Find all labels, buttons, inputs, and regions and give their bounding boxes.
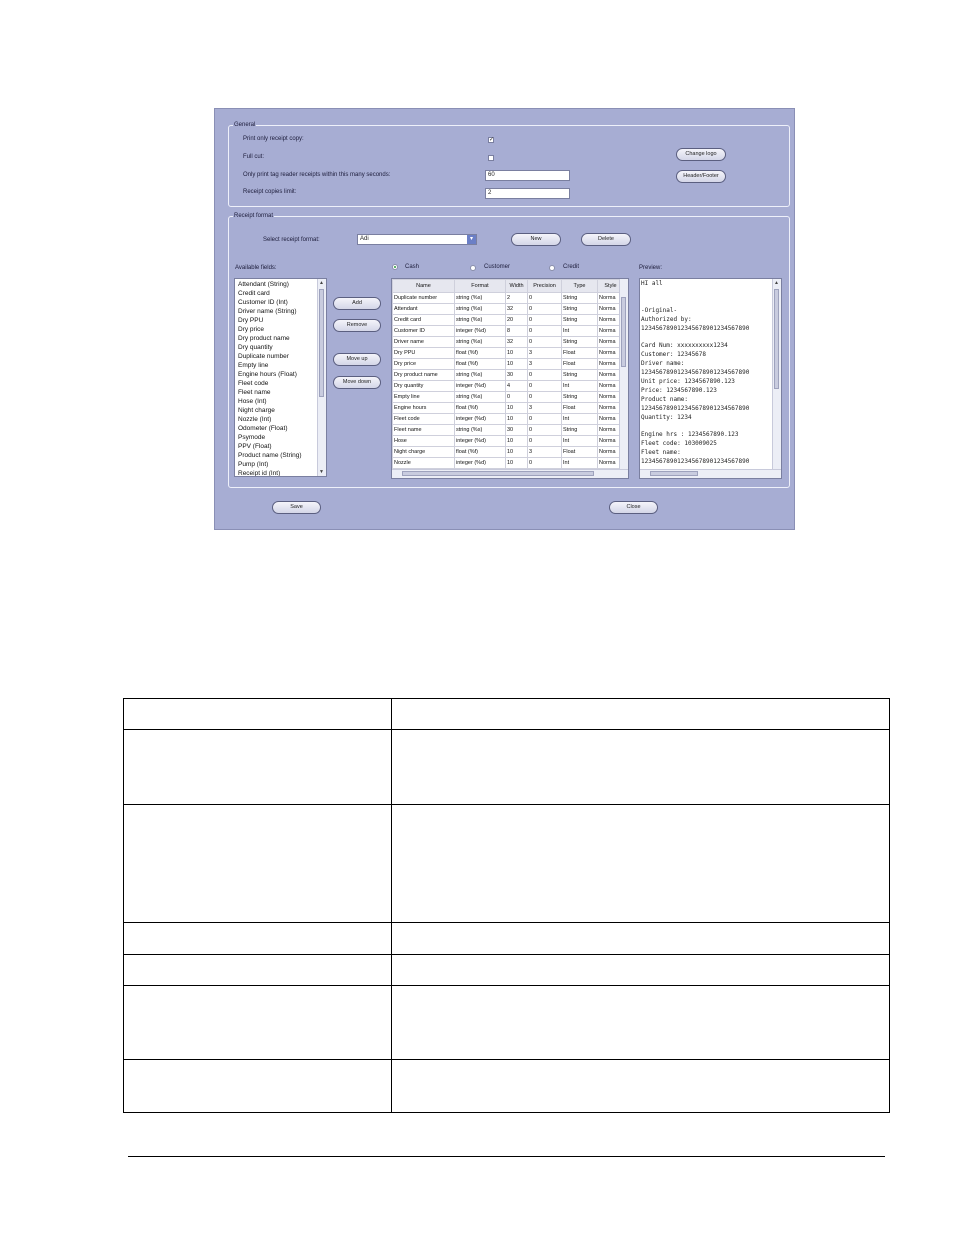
table-cell[interactable]: 32 bbox=[506, 304, 528, 315]
table-row-divider bbox=[124, 922, 889, 923]
page-footer-rule bbox=[128, 1156, 885, 1157]
list-item[interactable]: PPV (Float) bbox=[238, 443, 272, 450]
available-fields-label: Available fields: bbox=[235, 265, 277, 271]
table-cell[interactable]: Empty line bbox=[393, 392, 455, 403]
table-cell[interactable]: Dry price bbox=[393, 359, 455, 370]
fields-grid[interactable] bbox=[391, 278, 629, 479]
fields-grid-hscrollbar[interactable] bbox=[392, 469, 628, 478]
table-cell[interactable]: Fleet code bbox=[393, 414, 455, 425]
fields-grid-table bbox=[392, 279, 624, 469]
table-cell[interactable]: Hose bbox=[393, 436, 455, 447]
table-cell[interactable]: Norma bbox=[598, 304, 624, 315]
table-cell[interactable]: 0 bbox=[528, 370, 562, 381]
preview-label: Preview: bbox=[639, 265, 663, 271]
table-row[interactable] bbox=[393, 436, 624, 447]
table-cell[interactable]: String bbox=[562, 370, 598, 381]
table-cell[interactable]: float (%f) bbox=[455, 447, 506, 458]
table-row[interactable] bbox=[393, 326, 624, 337]
column-header[interactable]: Name bbox=[393, 280, 455, 293]
tag-reader-seconds-label: Only print tag reader receipts within this many seconds: bbox=[243, 172, 391, 178]
table-cell[interactable]: 0 bbox=[528, 293, 562, 304]
preview-line: Fleet code: 103009025 bbox=[641, 440, 717, 448]
table-cell[interactable]: Norma bbox=[598, 414, 624, 425]
column-header[interactable]: Type bbox=[562, 280, 598, 293]
receipt-format-select[interactable] bbox=[357, 234, 477, 245]
available-fields-list[interactable] bbox=[234, 278, 327, 477]
table-cell[interactable]: 3 bbox=[528, 348, 562, 359]
preview-line: Authorized by: bbox=[641, 315, 692, 323]
chevron-down-icon[interactable]: ▾ bbox=[467, 235, 476, 244]
receipt-format-group bbox=[228, 213, 790, 488]
table-cell[interactable]: 0 bbox=[528, 315, 562, 326]
table-cell[interactable]: 10 bbox=[506, 447, 528, 458]
table-cell[interactable]: Nozzle bbox=[393, 458, 455, 469]
list-item[interactable]: Product name (String) bbox=[238, 452, 302, 459]
table-cell[interactable]: Customer ID bbox=[393, 326, 455, 337]
table-cell[interactable]: Dry quantity bbox=[393, 381, 455, 392]
table-cell[interactable]: Norma bbox=[598, 370, 624, 381]
cash-radio-label: Cash bbox=[405, 264, 420, 270]
list-item[interactable]: Dry PPU bbox=[238, 317, 264, 324]
table-cell[interactable]: Driver name bbox=[393, 337, 455, 348]
table-cell[interactable]: Float bbox=[562, 447, 598, 458]
preview-line: 123456789012345678901234567890 bbox=[641, 404, 750, 412]
table-cell[interactable]: 4 bbox=[506, 381, 528, 392]
move-up-button[interactable]: Move up bbox=[333, 353, 381, 366]
customer-radio-label: Customer bbox=[484, 264, 511, 270]
receipt-format-select-value: Adi bbox=[360, 236, 369, 242]
table-cell[interactable]: Engine hours bbox=[393, 403, 455, 414]
list-item[interactable]: Empty line bbox=[238, 362, 269, 369]
preview-line: Price: 1234567890.123 bbox=[641, 386, 717, 394]
table-column-divider bbox=[391, 699, 392, 1112]
table-cell[interactable]: Norma bbox=[598, 315, 624, 326]
table-cell[interactable]: string (%s) bbox=[455, 304, 506, 315]
receipt-format-legend: Receipt format bbox=[234, 213, 274, 219]
list-item[interactable]: Fleet name bbox=[238, 389, 271, 396]
general-legend: General bbox=[234, 122, 256, 128]
table-cell[interactable]: Norma bbox=[598, 293, 624, 304]
preview-line bbox=[641, 423, 781, 432]
table-cell[interactable]: Attendant bbox=[393, 304, 455, 315]
preview-line bbox=[641, 298, 781, 307]
list-item[interactable]: Dry product name bbox=[238, 335, 290, 342]
header-footer-button[interactable]: Header/Footer bbox=[676, 170, 726, 183]
full-cut-label: Full cut: bbox=[243, 154, 265, 160]
list-item[interactable]: Customer ID (Int) bbox=[238, 299, 288, 306]
table-cell[interactable]: float (%f) bbox=[455, 403, 506, 414]
preview-line: Fleet name: bbox=[641, 449, 681, 457]
table-row-divider bbox=[124, 729, 889, 730]
preview-line: Unit price: 1234567890.123 bbox=[641, 377, 735, 385]
remove-button[interactable]: Remove bbox=[333, 319, 381, 332]
table-row[interactable] bbox=[393, 315, 624, 326]
list-item[interactable]: Pump (Int) bbox=[238, 461, 269, 468]
table-cell[interactable]: 20 bbox=[506, 315, 528, 326]
preview-line: 123456789012345678901234567890 bbox=[641, 458, 750, 466]
preview-line: Customer: 12345678 bbox=[641, 351, 707, 359]
table-cell[interactable]: Float bbox=[562, 403, 598, 414]
print-only-receipt-copy-checkbox[interactable]: ✓ bbox=[489, 137, 495, 143]
table-cell[interactable]: 10 bbox=[506, 414, 528, 425]
table-cell[interactable]: string (%s) bbox=[455, 315, 506, 326]
table-cell[interactable]: 3 bbox=[528, 359, 562, 370]
table-row[interactable] bbox=[393, 293, 624, 304]
column-header[interactable]: Format bbox=[455, 280, 506, 293]
table-cell[interactable]: String bbox=[562, 293, 598, 304]
table-row[interactable] bbox=[393, 337, 624, 348]
table-cell[interactable]: Float bbox=[562, 359, 598, 370]
table-cell[interactable]: Night charge bbox=[393, 447, 455, 458]
table-cell[interactable]: 30 bbox=[506, 370, 528, 381]
preview-line: Engine hrs : 1234567890.123 bbox=[641, 431, 739, 439]
table-cell[interactable]: Norma bbox=[598, 436, 624, 447]
table-row-divider bbox=[124, 985, 889, 986]
preview-vscrollbar[interactable]: ▲ bbox=[772, 279, 781, 470]
table-cell[interactable]: Int bbox=[562, 458, 598, 469]
table-cell[interactable]: Credit card bbox=[393, 315, 455, 326]
receipt-copies-limit-input[interactable]: 2 bbox=[485, 188, 570, 199]
table-row-divider bbox=[124, 954, 889, 955]
table-cell[interactable]: 0 bbox=[528, 392, 562, 403]
credit-radio[interactable] bbox=[549, 265, 555, 271]
table-cell[interactable]: float (%f) bbox=[455, 348, 506, 359]
table-cell[interactable]: Norma bbox=[598, 403, 624, 414]
table-row[interactable] bbox=[393, 392, 624, 403]
table-cell[interactable]: String bbox=[562, 315, 598, 326]
add-button[interactable]: Add bbox=[333, 297, 381, 310]
table-cell[interactable]: 10 bbox=[506, 403, 528, 414]
preview-line: Driver name: bbox=[641, 360, 685, 368]
column-header[interactable]: Precision bbox=[528, 280, 562, 293]
table-cell[interactable]: 0 bbox=[528, 326, 562, 337]
receipt-copies-limit-label: Receipt copies limit: bbox=[243, 189, 297, 195]
preview-line: HI all bbox=[641, 280, 663, 287]
table-cell[interactable]: integer (%d) bbox=[455, 381, 506, 392]
table-cell[interactable]: Norma bbox=[598, 447, 624, 458]
table-cell[interactable]: 10 bbox=[506, 359, 528, 370]
table-cell[interactable]: integer (%d) bbox=[455, 458, 506, 469]
table-cell[interactable]: string (%s) bbox=[455, 425, 506, 436]
table-cell[interactable]: Dry product name bbox=[393, 370, 455, 381]
preview-line: -Original- bbox=[641, 306, 678, 314]
list-item[interactable]: Nozzle (Int) bbox=[238, 416, 272, 423]
list-item[interactable]: Odometer (Float) bbox=[238, 425, 288, 432]
table-row-divider bbox=[124, 804, 889, 805]
table-cell[interactable]: 10 bbox=[506, 458, 528, 469]
list-item[interactable]: Duplicate number bbox=[238, 353, 289, 360]
tag-reader-seconds-input[interactable]: 60 bbox=[485, 170, 570, 181]
list-item[interactable]: Dry price bbox=[238, 326, 265, 333]
customer-radio[interactable] bbox=[470, 265, 476, 271]
table-cell[interactable]: 30 bbox=[506, 425, 528, 436]
table-cell[interactable]: 2 bbox=[506, 293, 528, 304]
table-cell[interactable]: Norma bbox=[598, 359, 624, 370]
table-cell[interactable]: Norma bbox=[598, 392, 624, 403]
table-cell[interactable]: Norma bbox=[598, 326, 624, 337]
table-row[interactable] bbox=[393, 359, 624, 370]
receipt-preview[interactable] bbox=[639, 278, 782, 479]
table-cell[interactable]: Int bbox=[562, 436, 598, 447]
table-cell[interactable]: 0 bbox=[528, 436, 562, 447]
list-item[interactable]: Psymode bbox=[238, 434, 266, 441]
list-item[interactable]: Hose (Int) bbox=[238, 398, 267, 405]
table-cell[interactable]: Norma bbox=[598, 337, 624, 348]
save-button[interactable]: Save bbox=[272, 501, 321, 514]
cash-radio[interactable] bbox=[392, 264, 398, 270]
table-cell[interactable]: Norma bbox=[598, 458, 624, 469]
table-cell[interactable]: 10 bbox=[506, 436, 528, 447]
list-item[interactable]: Fleet code bbox=[238, 380, 269, 387]
table-cell[interactable]: Float bbox=[562, 348, 598, 359]
table-cell[interactable]: Dry PPU bbox=[393, 348, 455, 359]
change-logo-button[interactable]: Change logo bbox=[676, 148, 726, 161]
receipt-settings-window bbox=[214, 108, 795, 530]
table-cell[interactable]: 0 bbox=[528, 414, 562, 425]
table-row-divider bbox=[124, 1059, 889, 1060]
table-cell[interactable]: 0 bbox=[528, 458, 562, 469]
table-cell[interactable]: string (%s) bbox=[455, 392, 506, 403]
table-cell[interactable]: float (%f) bbox=[455, 359, 506, 370]
table-row[interactable] bbox=[393, 348, 624, 359]
table-cell[interactable]: 3 bbox=[528, 403, 562, 414]
table-row[interactable] bbox=[393, 414, 624, 425]
preview-line: 123456789012345678901234567890 bbox=[641, 324, 750, 332]
table-cell[interactable]: Norma bbox=[598, 425, 624, 436]
table-cell[interactable]: 0 bbox=[528, 425, 562, 436]
table-cell[interactable]: 10 bbox=[506, 348, 528, 359]
description-table bbox=[123, 698, 890, 1113]
preview-hscrollbar[interactable] bbox=[640, 469, 781, 478]
table-row[interactable] bbox=[393, 381, 624, 392]
list-item[interactable]: Driver name (String) bbox=[238, 308, 297, 315]
table-row[interactable] bbox=[393, 304, 624, 315]
column-header[interactable]: Style bbox=[598, 280, 624, 293]
list-item[interactable]: Engine hours (Float) bbox=[238, 371, 297, 378]
preview-line: 123456789012345678901234567890 bbox=[641, 369, 750, 377]
preview-line bbox=[641, 333, 781, 342]
column-header[interactable]: Width bbox=[506, 280, 528, 293]
table-cell[interactable]: Int bbox=[562, 414, 598, 425]
table-cell[interactable]: 8 bbox=[506, 326, 528, 337]
table-cell[interactable]: string (%s) bbox=[455, 293, 506, 304]
table-cell[interactable]: Fleet name bbox=[393, 425, 455, 436]
table-cell[interactable]: 0 bbox=[506, 392, 528, 403]
table-cell[interactable]: integer (%d) bbox=[455, 436, 506, 447]
table-cell[interactable]: integer (%d) bbox=[455, 326, 506, 337]
table-cell[interactable]: Norma bbox=[598, 381, 624, 392]
list-item[interactable]: Credit card bbox=[238, 290, 270, 297]
preview-line bbox=[641, 289, 781, 298]
select-receipt-format-label: Select receipt format: bbox=[263, 237, 320, 243]
preview-line: Quantity: 1234 bbox=[641, 413, 692, 421]
table-cell[interactable]: integer (%d) bbox=[455, 414, 506, 425]
table-cell[interactable]: 0 bbox=[528, 337, 562, 348]
table-cell[interactable]: 3 bbox=[528, 447, 562, 458]
table-row[interactable] bbox=[393, 447, 624, 458]
table-cell[interactable]: Int bbox=[562, 381, 598, 392]
table-cell[interactable]: 0 bbox=[528, 304, 562, 315]
table-cell[interactable]: String bbox=[562, 392, 598, 403]
table-cell[interactable]: String bbox=[562, 304, 598, 315]
table-cell[interactable]: 32 bbox=[506, 337, 528, 348]
list-item[interactable]: Night charge bbox=[238, 407, 275, 414]
table-row[interactable] bbox=[393, 425, 624, 436]
table-cell[interactable]: string (%s) bbox=[455, 337, 506, 348]
table-cell[interactable]: Duplicate number bbox=[393, 293, 455, 304]
table-cell[interactable]: String bbox=[562, 337, 598, 348]
move-down-button[interactable]: Move down bbox=[333, 376, 381, 389]
print-only-receipt-copy-label: Print only receipt copy: bbox=[243, 136, 304, 142]
fields-grid-vscrollbar[interactable] bbox=[619, 279, 628, 470]
list-item[interactable]: Receipt id (Int) bbox=[238, 470, 281, 477]
full-cut-checkbox[interactable] bbox=[488, 155, 494, 161]
list-item[interactable]: Dry quantity bbox=[238, 344, 273, 351]
preview-line: Card Num: xxxxxxxxxx1234 bbox=[641, 342, 728, 350]
table-row[interactable] bbox=[393, 458, 624, 469]
preview-line: Product name: bbox=[641, 395, 688, 403]
table-cell[interactable]: 0 bbox=[528, 381, 562, 392]
table-row[interactable] bbox=[393, 403, 624, 414]
list-item[interactable]: Attendant (String) bbox=[238, 281, 289, 288]
available-fields-scrollbar[interactable]: ▲ ▼ bbox=[317, 279, 326, 476]
table-row[interactable] bbox=[393, 370, 624, 381]
table-cell[interactable]: Int bbox=[562, 326, 598, 337]
delete-button[interactable]: Delete bbox=[581, 233, 631, 246]
general-group bbox=[228, 122, 790, 207]
table-cell[interactable]: String bbox=[562, 425, 598, 436]
table-cell[interactable]: Norma bbox=[598, 348, 624, 359]
table-cell[interactable]: string (%s) bbox=[455, 370, 506, 381]
close-button[interactable]: Close bbox=[609, 501, 658, 514]
credit-radio-label: Credit bbox=[563, 264, 580, 270]
new-button[interactable]: New bbox=[511, 233, 561, 246]
